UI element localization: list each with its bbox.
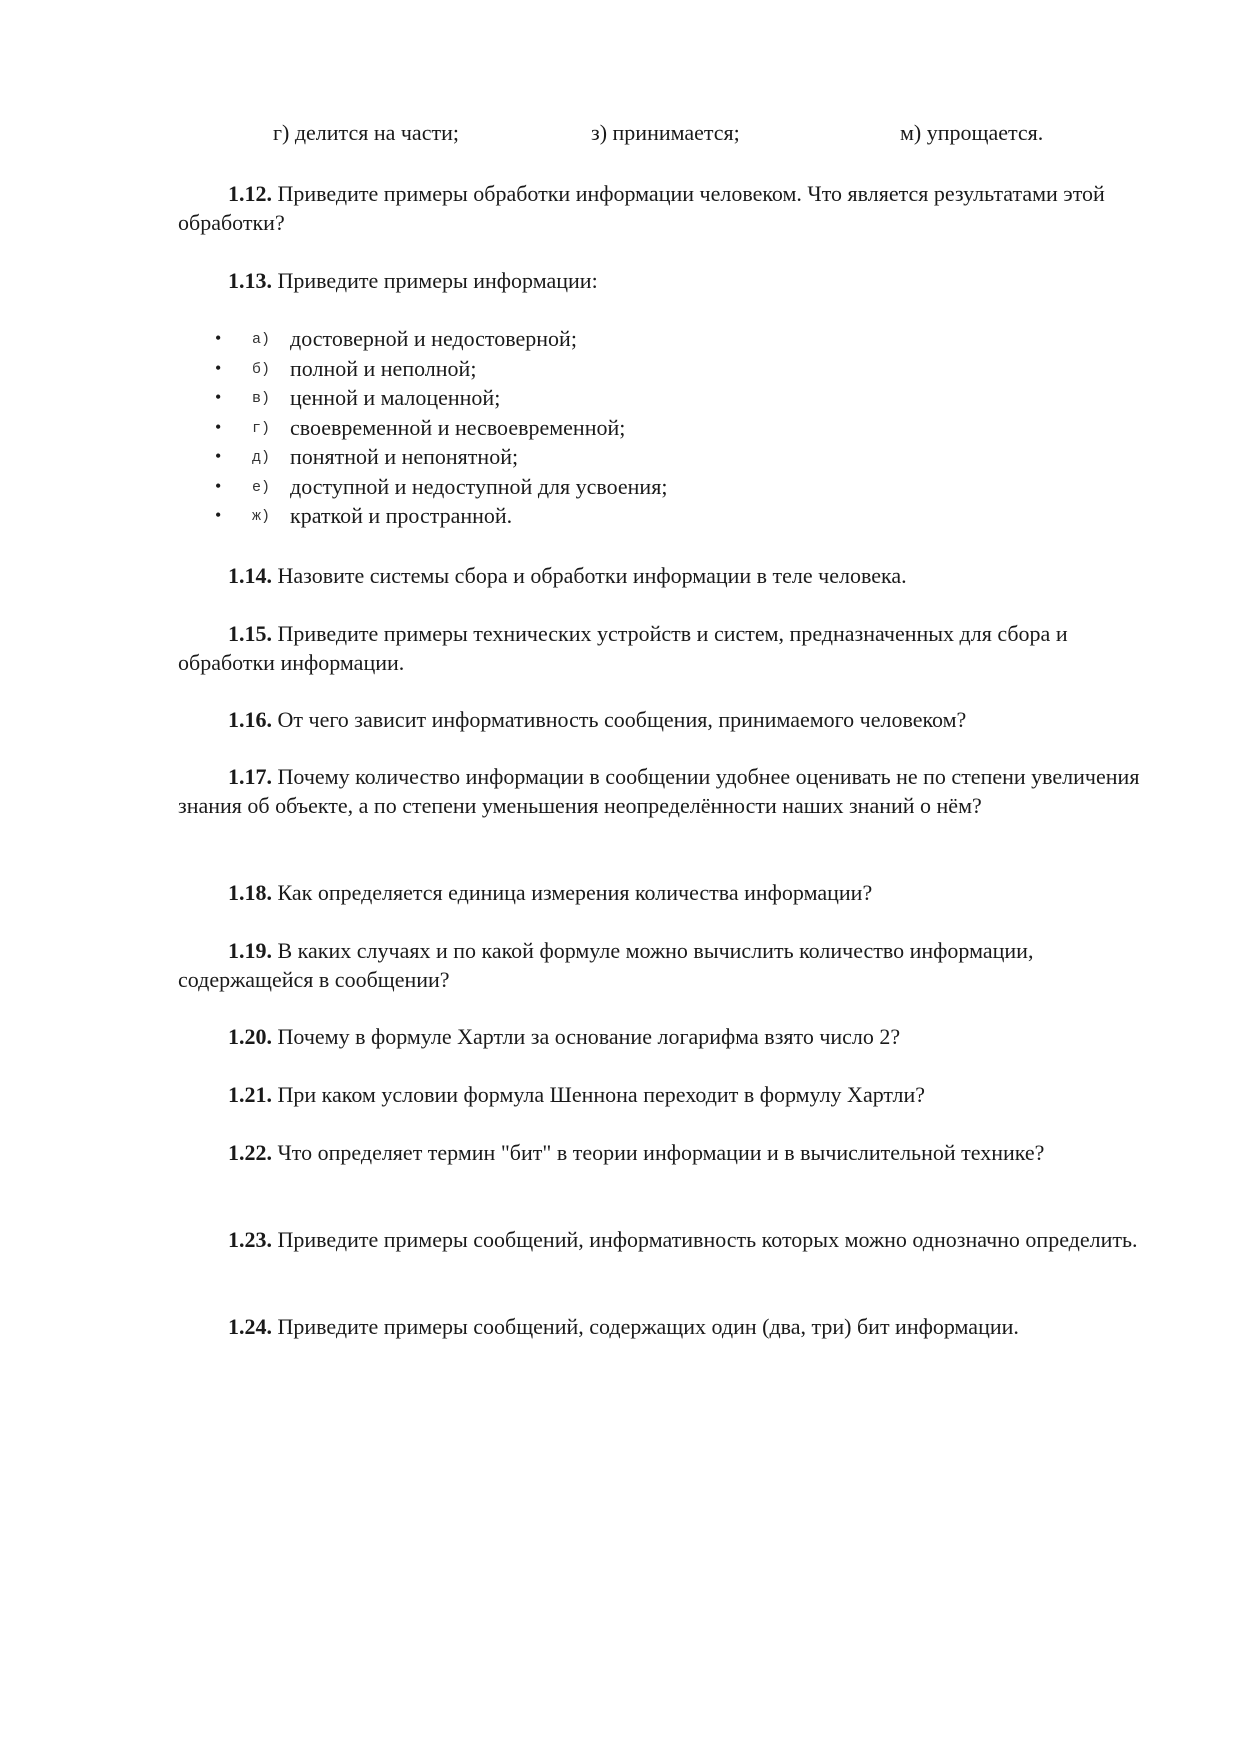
- option-m: м) упрощается.: [900, 120, 1044, 145]
- bullet-icon: •: [215, 416, 222, 437]
- question-1-22: [178, 1138, 1158, 1167]
- item-marker: б): [252, 360, 271, 378]
- list-item: [178, 472, 667, 502]
- bullet-icon: •: [215, 328, 222, 348]
- question-text: Что определяет термин "бит" в теории информации и в вычислительной технике?: [272, 1140, 1045, 1165]
- question-text: Приведите примеры сообщений, информативность которых можно однозначно определить.: [272, 1227, 1138, 1252]
- option-g: г) делится на части;: [273, 120, 459, 145]
- item-marker: а): [252, 331, 271, 348]
- question-number: 1.18.: [228, 880, 272, 905]
- item-text: понятной и непонятной;: [290, 444, 519, 469]
- question-text: Как определяется единица измерения количества информации?: [272, 880, 873, 905]
- question-1-20: [178, 1022, 1158, 1051]
- question-text: Почему в формуле Хартли за основание логарифма взято число 2?: [272, 1024, 901, 1049]
- bullet-icon: •: [215, 505, 222, 525]
- bullet-icon: •: [215, 387, 222, 407]
- option-z: з) принимается;: [591, 120, 740, 145]
- question-number: 1.17.: [228, 764, 272, 789]
- item-text: краткой и пространной.: [290, 503, 513, 528]
- question-text: От чего зависит информативность сообщения, принимаемого человеком?: [272, 707, 967, 732]
- question-1-13: [178, 266, 1158, 295]
- question-1-19: [178, 936, 1158, 994]
- question-1-17: [178, 762, 1158, 820]
- item-text: полной и неполной;: [290, 355, 477, 381]
- item-marker: е): [252, 478, 271, 496]
- question-number: 1.21.: [228, 1082, 272, 1107]
- question-text: Приведите примеры обработки информации человеком. Что является результатами этой обработки?: [178, 181, 1105, 235]
- item-text: доступной и недоступной для усвоения;: [290, 473, 668, 499]
- question-text: Приведите примеры технических устройств и систем, предназначенных для сбора и обработки информации.: [178, 621, 1068, 675]
- list-item: [178, 354, 667, 384]
- bullet-icon: •: [215, 357, 222, 378]
- question-number: 1.23.: [228, 1227, 272, 1252]
- question-number: 1.24.: [228, 1314, 272, 1339]
- item-marker: д): [252, 449, 271, 466]
- info-types-list: [178, 324, 667, 531]
- options-line: [0, 120, 1239, 152]
- list-item: [178, 383, 667, 413]
- question-text: Назовите системы сбора и обработки информации в теле человека.: [272, 563, 907, 588]
- question-1-21: [178, 1080, 1158, 1109]
- question-number: 1.13.: [228, 268, 272, 293]
- item-text: достоверной и недостоверной;: [290, 326, 577, 351]
- question-number: 1.22.: [228, 1140, 272, 1165]
- question-1-16: [178, 705, 1158, 734]
- question-1-23: [178, 1225, 1158, 1254]
- item-text: ценной и малоценной;: [290, 385, 501, 410]
- item-marker: ж): [252, 508, 271, 525]
- question-text: Приведите примеры информации:: [272, 268, 598, 293]
- item-marker: в): [252, 390, 271, 407]
- bullet-icon: •: [215, 475, 222, 496]
- question-text: Почему количество информации в сообщении удобнее оценивать не по степени увеличения знания об объекте, а по степени уменьшения неопределённости наших знаний о нём?: [178, 764, 1140, 818]
- question-text: При каком условии формула Шеннона переходит в формулу Хартли?: [272, 1082, 926, 1107]
- question-1-15: [178, 619, 1158, 677]
- question-1-24: [178, 1312, 1158, 1341]
- question-text: Приведите примеры сообщений, содержащих один (два, три) бит информации.: [272, 1314, 1019, 1339]
- question-1-14: [178, 561, 1158, 590]
- question-1-12: [178, 179, 1158, 237]
- list-item: [178, 442, 667, 472]
- question-text: В каких случаях и по какой формуле можно вычислить количество информации, содержащейся в сообщении?: [178, 938, 1034, 992]
- question-1-18: [178, 878, 1158, 907]
- list-item: [178, 501, 667, 531]
- item-marker: г): [252, 419, 271, 437]
- question-number: 1.20.: [228, 1024, 272, 1049]
- bullet-icon: •: [215, 446, 222, 466]
- question-number: 1.16.: [228, 707, 272, 732]
- item-text: своевременной и несвоевременной;: [290, 414, 626, 440]
- question-number: 1.12.: [228, 181, 272, 206]
- question-number: 1.15.: [228, 621, 272, 646]
- question-number: 1.14.: [228, 563, 272, 588]
- list-item: [178, 413, 667, 443]
- question-number: 1.19.: [228, 938, 272, 963]
- list-item: [178, 324, 667, 354]
